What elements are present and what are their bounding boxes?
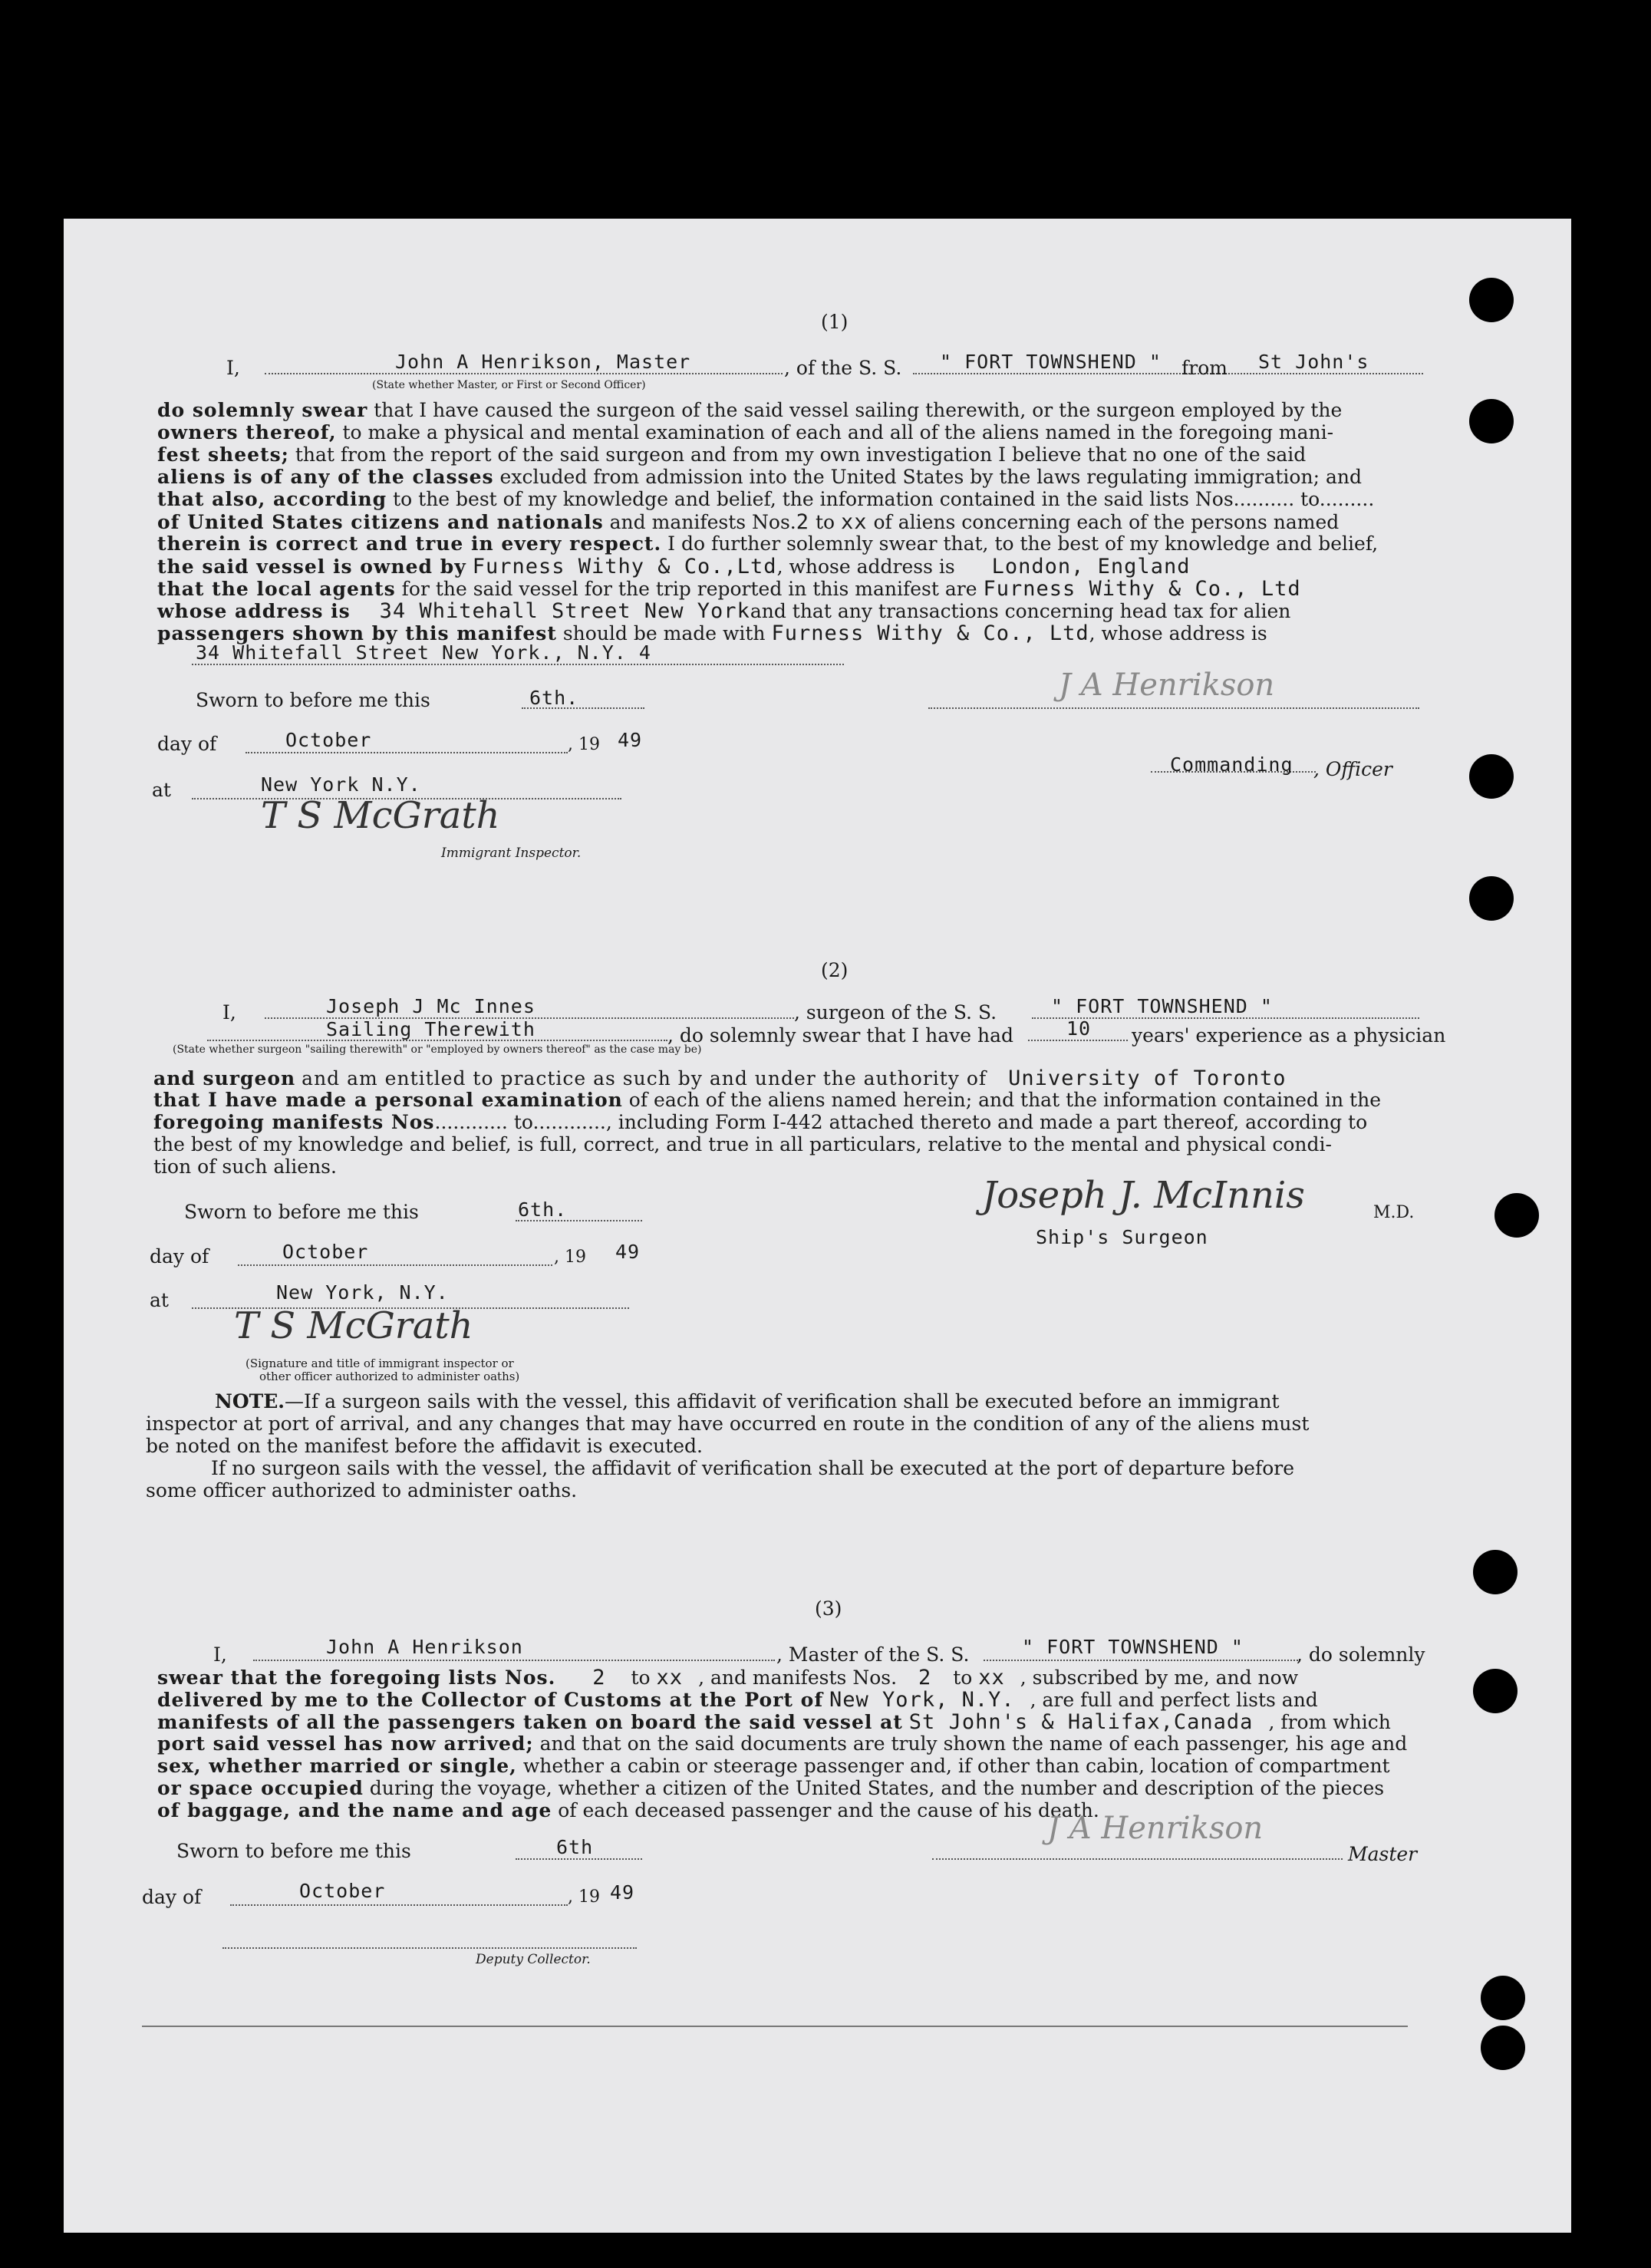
- para-text: and that on the said documents are truly shown the name of each passenger, his age and: [539, 1732, 1408, 1755]
- para-line: [157, 510, 1339, 534]
- section-number: (3): [815, 1597, 842, 1620]
- para-text: and manifests Nos.: [609, 511, 796, 533]
- para-text: of each of the aliens named herein; and that the information contained in the: [628, 1089, 1381, 1111]
- para-line: [157, 555, 1190, 579]
- md-label: M.D.: [1373, 1203, 1415, 1222]
- master-signature: J A Henrikson: [1047, 1811, 1264, 1846]
- bottom-rule: [142, 2026, 1408, 2027]
- fill-line: [984, 1660, 1298, 1661]
- sworn-label: Sworn to before me this: [184, 1201, 419, 1223]
- para-line: [157, 1666, 1298, 1689]
- para-line: [157, 1755, 1390, 1777]
- para-text: I do further solemnly swear that, to the best of my knowledge and belief,: [667, 532, 1379, 555]
- bold-phrase: delivered by me to the Collector of Customs at the Port of: [157, 1689, 824, 1711]
- bold-phrase: whose address is: [157, 600, 351, 622]
- note-label: NOTE.: [215, 1390, 285, 1413]
- deputy-collector-label: Deputy Collector.: [476, 1952, 591, 1967]
- bold-phrase: fest sheets;: [157, 443, 289, 466]
- bold-phrase: owners thereof,: [157, 421, 337, 443]
- para-line: [157, 1688, 1318, 1712]
- year-suffix: 49: [618, 729, 643, 751]
- para-line: [157, 532, 1378, 555]
- para-line: [157, 443, 1306, 466]
- sailing-therewith: Sailing Therewith: [326, 1018, 536, 1040]
- note-line: be noted on the manifest before the affidavit is executed.: [146, 1435, 703, 1457]
- at-label: at: [152, 779, 171, 801]
- punch-hole: [1473, 1669, 1518, 1713]
- note-line: some officer authorized to administer oaths.: [146, 1479, 578, 1502]
- punch-hole: [1494, 1193, 1539, 1238]
- from-port: St John's: [1258, 351, 1369, 373]
- agents-address: 34 Whitehall Street New York: [379, 599, 750, 623]
- day-of-label: day of: [157, 733, 217, 755]
- of-the-ss: , of the S. S.: [784, 357, 902, 379]
- sworn-day: 6th: [556, 1836, 594, 1858]
- para-text: to: [815, 511, 835, 533]
- from-word: from: [1181, 357, 1228, 379]
- signature-line: [932, 1858, 1343, 1860]
- vessel-name: " FORT TOWNSHEND ": [1051, 995, 1273, 1017]
- fill-line: [230, 1904, 568, 1906]
- signature-line: [928, 707, 1419, 709]
- bold-phrase: sex, whether married or single,: [157, 1755, 517, 1777]
- customs-port: New York, N.Y.: [829, 1688, 1015, 1712]
- fill-line: [238, 1264, 552, 1266]
- bold-phrase: and surgeon: [153, 1067, 296, 1089]
- year-suffix: 49: [615, 1241, 641, 1263]
- vessel-name: " FORT TOWNSHEND ": [940, 351, 1162, 373]
- commanding: Commanding: [1170, 753, 1293, 776]
- pronoun: I,: [213, 1643, 227, 1666]
- para-text: , subscribed by me, and now: [1020, 1666, 1299, 1689]
- ports-taken: St John's & Halifax,Canada: [908, 1710, 1254, 1734]
- punch-hole: [1473, 1550, 1518, 1594]
- section-number: (1): [821, 311, 849, 333]
- sworn-day: 6th.: [529, 687, 579, 709]
- inspector-label: Immigrant Inspector.: [441, 846, 582, 861]
- bold-phrase: or space occupied: [157, 1777, 364, 1799]
- lists-from: 2: [592, 1666, 606, 1689]
- punch-hole: [1469, 754, 1514, 799]
- punch-hole: [1481, 2026, 1525, 2070]
- para-line: [157, 1777, 1384, 1799]
- note-line: [215, 1390, 1280, 1413]
- year-prefix: , 19: [554, 1248, 586, 1267]
- para-text: to the best of my knowledge and belief, the information contained in the said lists Nos.......... to.........: [393, 488, 1375, 510]
- fill-line: [192, 664, 844, 665]
- para-line: [153, 1111, 1367, 1133]
- lists-to: xx: [656, 1666, 684, 1689]
- signature-line: [222, 1947, 637, 1949]
- punch-hole: [1469, 278, 1514, 322]
- manifests-from: 2: [918, 1666, 932, 1689]
- years-experience: 10: [1066, 1017, 1092, 1040]
- para-text: to: [953, 1666, 973, 1689]
- para-line: the best of my knowledge and belief, is full, correct, and true in all particulars, relative to the mental and physical condi-: [153, 1133, 1332, 1155]
- punch-hole: [1469, 399, 1514, 443]
- para-text: to make a physical and mental examination of each and all of the aliens named in the foregoing mani-: [342, 421, 1334, 443]
- years-text: years' experience as a physician: [1132, 1024, 1446, 1047]
- year-suffix: 49: [610, 1881, 635, 1904]
- bold-phrase: of United States citizens and nationals: [157, 511, 604, 533]
- para-text: of aliens concerning each of the persons named: [873, 511, 1340, 533]
- para-line: [153, 1089, 1381, 1111]
- para-line: [157, 1799, 1099, 1821]
- fill-line: [265, 373, 783, 374]
- para-text: , from which: [1268, 1711, 1391, 1733]
- master-signature: J A Henrikson: [1059, 668, 1275, 703]
- fill-line: [913, 373, 1423, 374]
- headtax-agent: Furness Withy & Co., Ltd: [771, 621, 1089, 645]
- fill-line: [516, 1858, 642, 1860]
- manifests-to: xx: [978, 1666, 1005, 1689]
- para-line: tion of such aliens.: [153, 1155, 337, 1178]
- para-text: , are full and perfect lists and: [1030, 1689, 1318, 1711]
- para-line: [157, 488, 1374, 510]
- punch-hole: [1481, 1976, 1525, 2020]
- bold-phrase: passengers shown by this manifest: [157, 622, 557, 644]
- manifest-to: xx: [841, 510, 868, 534]
- fill-line: [253, 1660, 775, 1661]
- para-text: for the said vessel for the trip reported in this manifest are: [401, 578, 977, 600]
- agents-name: Furness Withy & Co., Ltd: [983, 577, 1301, 601]
- sworn-label: Sworn to before me this: [196, 689, 430, 711]
- para-line: [157, 599, 1290, 623]
- bold-phrase: foregoing manifests Nos: [153, 1111, 435, 1133]
- bold-phrase: manifests of all the passengers taken on board the said vessel at: [157, 1711, 903, 1733]
- para-text: , whose address is: [776, 555, 955, 578]
- para-text: ............ to............, including Form I-442 attached thereto and made a part thereof, according to: [434, 1111, 1368, 1133]
- para-text: whether a cabin or steerage passenger and, if other than cabin, location of compartment: [522, 1755, 1390, 1777]
- vessel-name: " FORT TOWNSHEND ": [1022, 1636, 1244, 1658]
- fill-line: [246, 752, 568, 753]
- para-line: [157, 399, 1342, 421]
- sworn-place: New York, N.Y.: [276, 1281, 449, 1304]
- para-line: [157, 1732, 1407, 1755]
- sworn-label: Sworn to before me this: [176, 1840, 411, 1862]
- para-text: during the voyage, whether a citizen of the United States, and the number and description of the pieces: [369, 1777, 1385, 1799]
- sailing-note: (State whether surgeon "sailing therewith" or "employed by owners thereof" as the case may be): [173, 1043, 702, 1056]
- para-line: [157, 577, 1301, 601]
- fill-line: [1028, 1040, 1128, 1041]
- note-text: —If a surgeon sails with the vessel, this affidavit of verification shall be executed before an immigrant: [285, 1390, 1280, 1413]
- sig-note: other officer authorized to administer oaths): [259, 1370, 520, 1383]
- para-line: [157, 466, 1362, 488]
- master-label: Master: [1348, 1843, 1418, 1865]
- note-line: inspector at port of arrival, and any changes that may have occurred en route in the condition of any of the aliens must: [146, 1413, 1310, 1435]
- owner-name: Furness Withy & Co.,Ltd: [472, 555, 777, 579]
- year-prefix: , 19: [568, 735, 600, 754]
- ships-surgeon-label: Ship's Surgeon: [1036, 1226, 1208, 1248]
- master-name: John A Henrikson, Master: [395, 351, 691, 373]
- sig-note: (Signature and title of immigrant inspector or: [246, 1357, 514, 1370]
- para-text: that from the report of the said surgeon and from my own investigation I believe that no one of the said: [295, 443, 1307, 466]
- bold-phrase: port said vessel has now arrived;: [157, 1732, 534, 1755]
- day-of-label: day of: [142, 1886, 202, 1908]
- bold-phrase: the said vessel is owned by: [157, 555, 466, 578]
- pronoun: I,: [222, 1001, 236, 1024]
- para-line: [153, 1066, 1286, 1090]
- bold-phrase: that also, according: [157, 488, 387, 510]
- note-line: If no surgeon sails with the vessel, the affidavit of verification shall be executed at the port of departure before: [211, 1457, 1294, 1479]
- swear-text: , do solemnly swear that I have had: [667, 1024, 1014, 1047]
- bold-phrase: do solemnly swear: [157, 399, 368, 421]
- officer-label: , Officer: [1313, 758, 1392, 780]
- para-text: excluded from admission into the United States by the laws regulating immigration; and: [499, 466, 1362, 488]
- manifest-from: 2: [796, 510, 809, 534]
- master-note: (State whether Master, or First or Second Officer): [372, 379, 646, 391]
- bold-phrase: swear that the foregoing lists Nos.: [157, 1666, 556, 1689]
- sworn-month: October: [285, 729, 372, 751]
- para-text: and that any transactions concerning head tax for alien: [750, 600, 1291, 622]
- at-label: at: [150, 1289, 169, 1311]
- sworn-place: New York N.Y.: [261, 773, 421, 796]
- bold-phrase: that I have made a personal examination: [153, 1089, 623, 1111]
- para-line: [157, 421, 1333, 443]
- surgeon-of: , surgeon of the S. S.: [794, 1001, 997, 1024]
- bold-phrase: of baggage, and the name and age: [157, 1799, 552, 1821]
- owner-address: London, England: [991, 555, 1191, 579]
- authority: University of Toronto: [1008, 1066, 1287, 1090]
- punch-hole: [1469, 876, 1514, 921]
- sworn-day: 6th.: [518, 1198, 568, 1221]
- headtax-address: 34 Whitefall Street New York., N.Y. 4: [196, 641, 651, 664]
- inspector-signature: T S McGrath: [234, 1304, 473, 1347]
- para-text: to: [631, 1666, 651, 1689]
- pronoun: I,: [226, 357, 240, 379]
- bold-phrase: that the local agents: [157, 578, 396, 600]
- master-of: , Master of the S. S.: [776, 1643, 970, 1666]
- sworn-month: October: [299, 1880, 386, 1902]
- sworn-month: October: [282, 1241, 369, 1263]
- para-text: should be made with: [562, 622, 766, 644]
- para-text: of each deceased passenger and the cause of his death.: [558, 1799, 1099, 1821]
- year-prefix: , 19: [568, 1887, 600, 1907]
- bold-phrase: and am entitled to practice as such by and under the authority of: [302, 1067, 987, 1089]
- para-line: [157, 1710, 1391, 1734]
- bold-phrase: therein is correct and true in every respect.: [157, 532, 662, 555]
- solemnly: , do solemnly: [1297, 1643, 1425, 1666]
- para-text: , and manifests Nos.: [698, 1666, 898, 1689]
- day-of-label: day of: [150, 1245, 209, 1268]
- para-text: that I have caused the surgeon of the said vessel sailing therewith, or the surgeon employed by the: [374, 399, 1343, 421]
- para-text: , whose address is: [1089, 622, 1267, 644]
- bold-phrase: aliens is of any of the classes: [157, 466, 494, 488]
- section-number: (2): [821, 959, 849, 981]
- surgeon-name: Joseph J Mc Innes: [326, 995, 536, 1017]
- master-name: John A Henrikson: [326, 1636, 523, 1658]
- inspector-signature: T S McGrath: [261, 794, 500, 837]
- surgeon-signature: Joseph J. McInnis: [982, 1174, 1305, 1217]
